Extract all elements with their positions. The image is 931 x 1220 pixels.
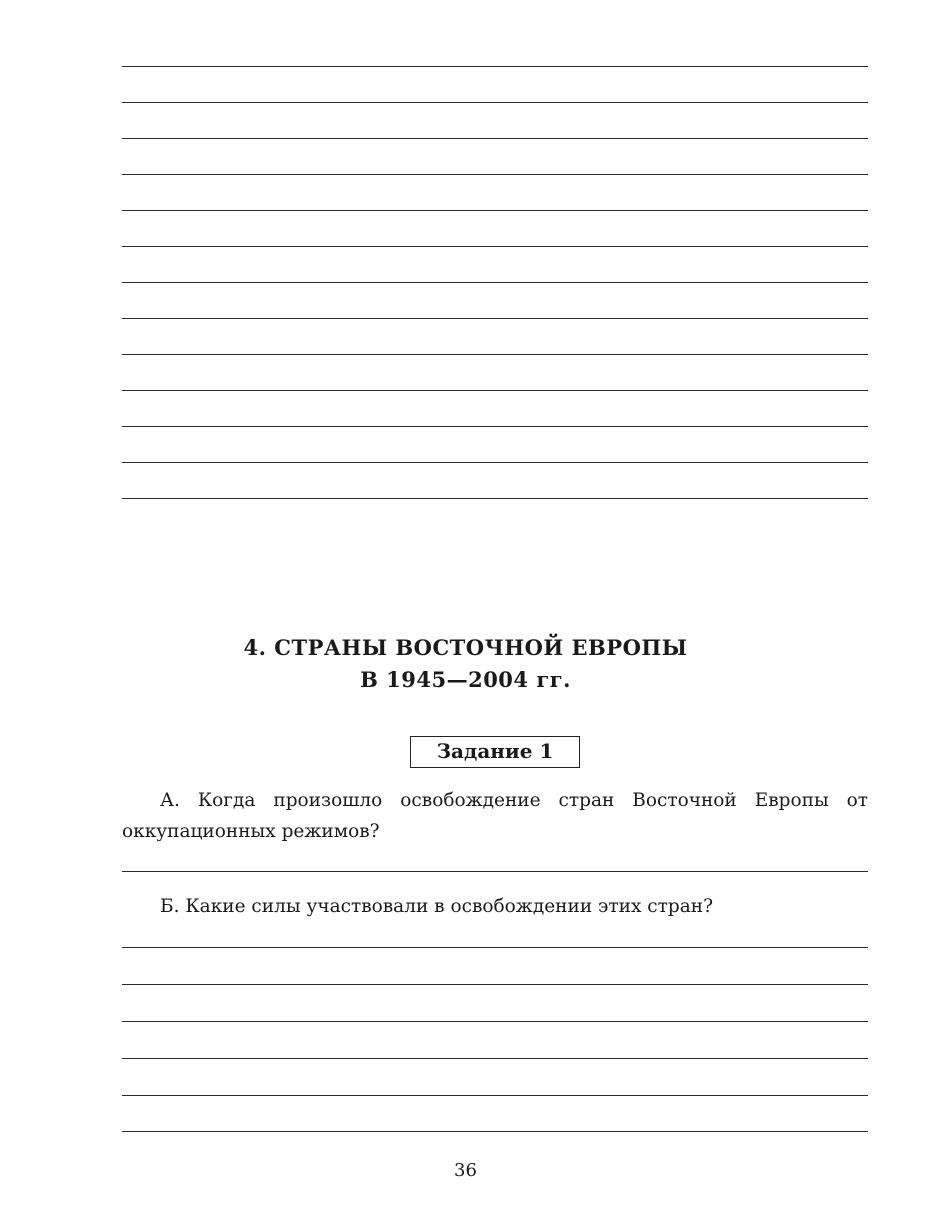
answer-line[interactable] — [122, 947, 868, 948]
section-title-line2: В 1945—2004 гг. — [360, 667, 571, 692]
answer-line[interactable] — [122, 984, 868, 985]
answer-line[interactable] — [122, 138, 868, 139]
answer-line[interactable] — [122, 1095, 868, 1096]
question-b: Б. Какие силы участвовали в освобождении этих стран? — [160, 896, 713, 917]
answer-line[interactable] — [122, 462, 868, 463]
answer-line[interactable] — [122, 426, 868, 427]
answer-line[interactable] — [122, 282, 868, 283]
answer-line[interactable] — [122, 174, 868, 175]
task-label: Задание 1 — [410, 736, 580, 768]
answer-line[interactable] — [122, 210, 868, 211]
answer-line[interactable] — [122, 246, 868, 247]
answer-line[interactable] — [122, 318, 868, 319]
section-title-line1: 4. СТРАНЫ ВОСТОЧНОЙ ЕВРОПЫ — [243, 635, 688, 660]
answer-line[interactable] — [122, 498, 868, 499]
answer-line-a[interactable] — [122, 871, 868, 872]
answer-line[interactable] — [122, 1021, 868, 1022]
answer-line[interactable] — [122, 102, 868, 103]
answer-line[interactable] — [122, 390, 868, 391]
answer-line[interactable] — [122, 1131, 868, 1132]
answer-line[interactable] — [122, 354, 868, 355]
page-number: 36 — [454, 1160, 477, 1181]
answer-line[interactable] — [122, 1058, 868, 1059]
answer-line[interactable] — [122, 66, 868, 67]
question-a: А. Когда произошло освобождение стран Восточной Европы от оккупационных режимов? — [122, 790, 868, 842]
